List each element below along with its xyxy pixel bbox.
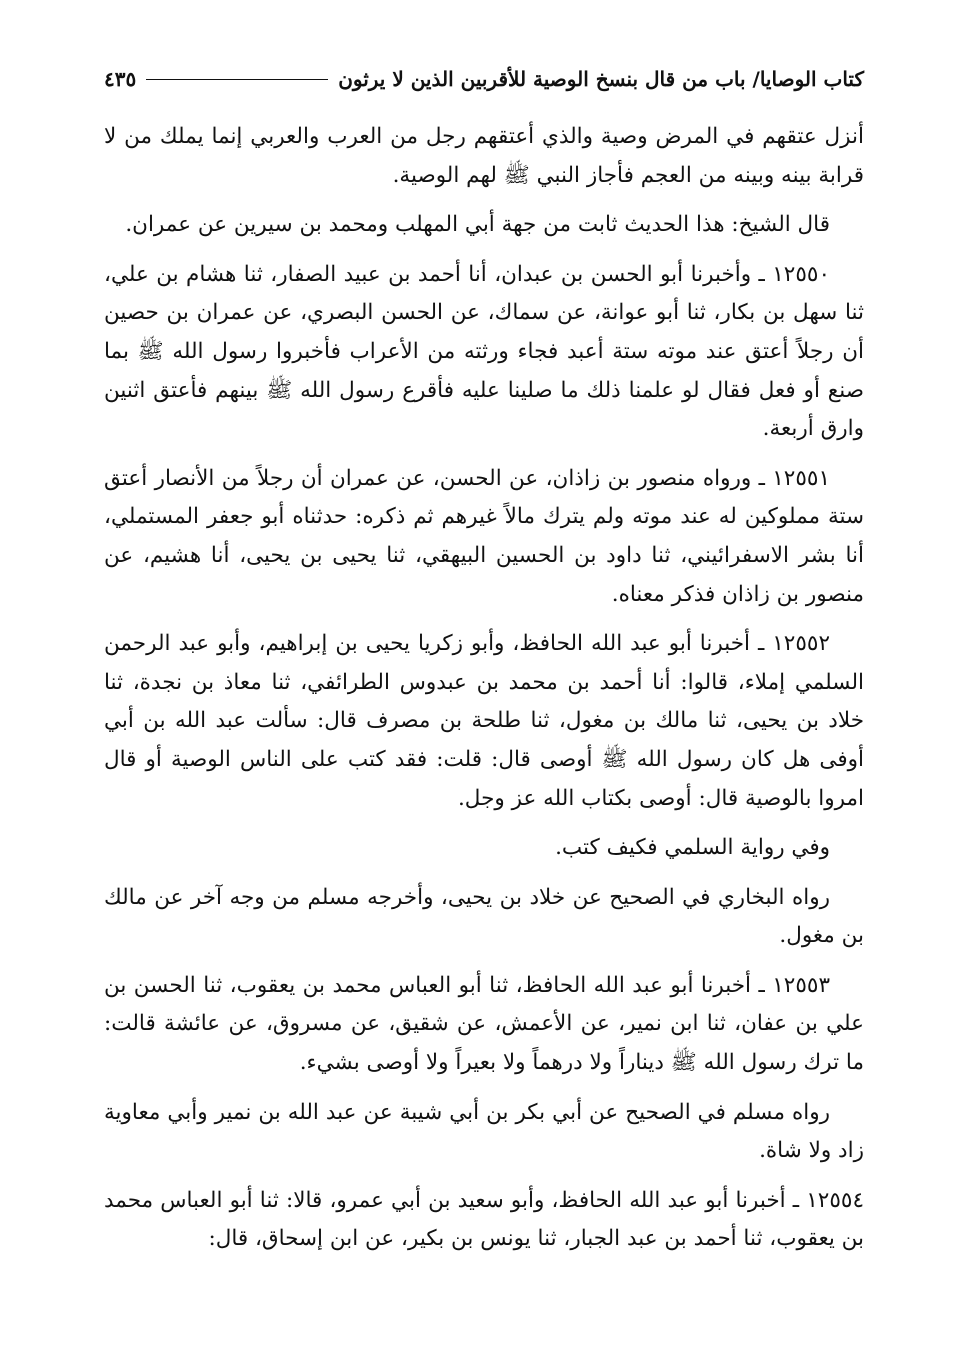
paragraph: رواه مسلم في الصحيح عن أبي بكر بن أبي شيبة عن عبد الله بن نمير وأبي معاوية زاد ولا شاة. <box>104 1099 864 1164</box>
header-title: كتاب الوصايا/ باب من قال بنسخ الوصية للأقربين الذين لا يرثون <box>338 67 864 91</box>
paragraph-hadith-12550: ١٢٥٥٠ ـ وأخبرنا أبو الحسن بن عبدان، أنا أحمد بن عبيد الصفار، ثنا هشام بن علي، ثنا سهل بن بكار، ثنا أبو عوانة، عن سماك، عن الحسن البصري، عن عمران بن حصين أن رجلاً أعتق عند موته ستة أعبد فجاء ورثته من الأعراب فأخبروا رسول الله ﷺ بما صنع أو فعل فقال لو علمنا ذلك ما صلينا عليه فأقرع رسول الله ﷺ بينهم فأعتق اثنين وارق أربعة. <box>104 261 864 442</box>
page-number: ٤٣٥ <box>104 67 137 91</box>
paragraph: رواه البخاري في الصحيح عن خلاد بن يحيى، وأخرجه مسلم من وجه آخر عن مالك بن مغول. <box>104 884 864 949</box>
paragraph: وفي رواية السلمي فكيف كتب. <box>555 835 830 861</box>
paragraph-hadith-12552: ١٢٥٥٢ ـ أخبرنا أبو عبد الله الحافظ، وأبو زكريا يحيى بن إبراهيم، وأبو عبد الرحمن السلمي إملاء، قالوا: أنا أحمد بن محمد بن عبدوس الطرائفي، ثنا معاذ بن نجدة، ثنا خلاد بن يحيى، ثنا مالك بن مغول، ثنا طلحة بن مصرف قال: سألت عبد الله بن أبي أوفى هل كان رسول الله ﷺ أوصى قال: قلت: فقد كتب على الناس الوصية أو قال امروا بالوصية قال: أوصى بكتاب الله عز وجل. <box>104 631 864 811</box>
running-header <box>104 62 864 96</box>
page-body <box>104 118 864 1270</box>
paragraph: قال الشيخ: هذا الحديث ثابت من جهة أبي المهلب ومحمد بن سيرين عن عمران. <box>125 212 830 238</box>
paragraph-hadith-12553: ١٢٥٥٣ ـ أخبرنا أبو عبد الله الحافظ، ثنا أبو العباس محمد بن يعقوب، ثنا الحسن بن علي بن عفان، ثنا ابن نمير، عن الأعمش، عن شقيق، عن مسروق، عن عائشة قالت: ما ترك رسول الله ﷺ ديناراً ولا درهماً ولا بعيراً ولا أوصى بشيء. <box>104 972 864 1076</box>
paragraph-hadith-12551: ١٢٥٥١ ـ ورواه منصور بن زاذان، عن الحسن، عن عمران أن رجلاً من الأنصار أعتق ستة مملوكين له عند موته ولم يترك مالاً غيرهم ثم ذكره: حدثناه أبو جعفر المستملي، أنا بشر الاسفرائيني، ثنا داود بن الحسين البيهقي، ثنا يحيى بن يحيى، أنا هشيم، عن منصور بن زاذان فذكر معناه. <box>104 465 864 607</box>
header-rule <box>146 79 328 80</box>
paragraph-hadith-12554: ١٢٥٥٤ ـ أخبرنا أبو عبد الله الحافظ، وأبو سعيد بن أبي عمرو، قالا: ثنا أبو العباس محمد بن يعقوب، ثنا أحمد بن عبد الجبار، ثنا يونس بن بكير، عن ابن إسحاق، قال: <box>104 1187 864 1252</box>
paragraph: أنزل عتقهم في المرض وصية والذي أعتقهم رجل من العرب والعربي إنما يملك من لا قرابة بينه وبينه من العجم فأجاز النبي ﷺ لهم الوصية. <box>104 124 864 188</box>
